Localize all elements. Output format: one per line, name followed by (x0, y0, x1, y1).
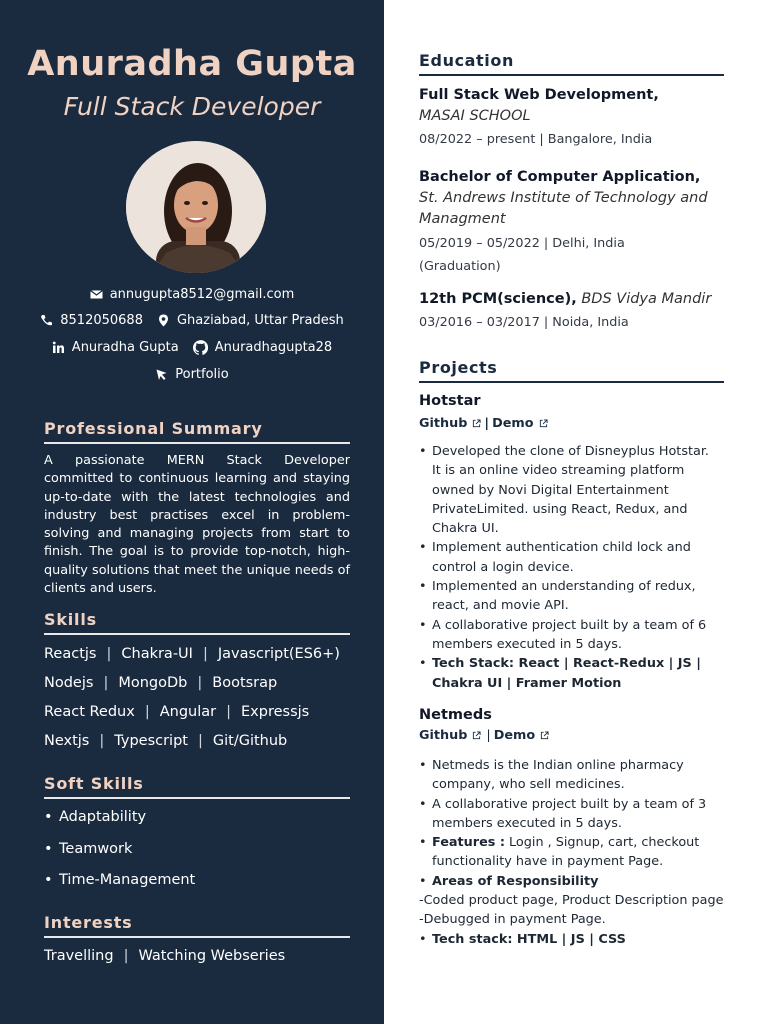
skills-row: React Redux | Angular | Expressjs (44, 704, 310, 720)
skill-item: Nextjs (44, 733, 90, 749)
soft-skill-item: • Adaptability (44, 809, 147, 825)
contact-row-phone-location (0, 313, 384, 328)
bullet-item: • Developed the clone of Disneyplus Hotstar. It is an online video streaming platform owned by Novi Digital Entertainment PrivateLimited. using React, Redux, and Chakra UI. (419, 442, 719, 538)
github-text: Anuradhagupta28 (214, 340, 333, 355)
demo-project-link[interactable]: Demo (492, 416, 547, 431)
bullet-item: • Netmeds is the Indian online pharmacy company, who sell medicines. (419, 756, 719, 795)
project-bullets (419, 756, 724, 949)
location-text: Ghaziabad, Uttar Pradesh (176, 313, 344, 328)
demo-project-link[interactable]: Demo (494, 728, 549, 743)
education-entry-note: (Graduation) (419, 259, 501, 274)
linkedin-icon (52, 341, 65, 354)
github-link[interactable] (193, 340, 333, 355)
soft-skill-item: • Time-Management (44, 872, 196, 888)
location-pin-icon (157, 314, 170, 327)
phone-text: 8512050688 (60, 313, 143, 328)
education-entry-title: Full Stack Web Development, MASAI SCHOOL (419, 87, 659, 124)
bullet-item: • Implement authentication child lock and control a login device. (419, 538, 719, 577)
project-links (419, 416, 548, 431)
link-separator: | (484, 416, 490, 431)
projects-heading: Projects (419, 358, 724, 383)
project-links (419, 728, 549, 743)
education-entry-meta: 03/2016 – 03/2017 | Noida, India (419, 315, 629, 330)
github-project-link[interactable]: Github (419, 728, 481, 743)
project-bullets (419, 442, 719, 693)
github-project-link[interactable]: Github (419, 416, 481, 431)
interest-item: Watching Webseries (138, 948, 286, 964)
skill-item: Reactjs (44, 646, 97, 662)
skill-item: Javascript(ES6+) (217, 646, 340, 662)
contact-row-portfolio (0, 367, 384, 382)
linkedin-link[interactable] (52, 340, 179, 355)
summary-heading: Professional Summary (44, 419, 350, 444)
education-heading: Education (419, 51, 724, 76)
skill-item: Typescript (114, 733, 188, 749)
responsibility-line: -Debugged in payment Page. (419, 912, 606, 928)
cursor-icon (155, 368, 168, 381)
external-link-icon (539, 419, 548, 428)
education-entry-meta: 05/2019 – 05/2022 | Delhi, India (419, 236, 625, 251)
portfolio-text: Portfolio (175, 367, 229, 382)
skills-row: Reactjs | Chakra-UI | Javascript(ES6+) (44, 646, 340, 662)
github-icon (193, 340, 208, 355)
skill-item: Angular (159, 704, 217, 720)
phone-icon (40, 314, 53, 327)
external-link-icon (540, 731, 549, 740)
linkedin-text: Anuradha Gupta (71, 340, 179, 355)
bullet-item: • A collaborative project built by a team of 3 members executed in 5 days. (419, 795, 719, 834)
bullet-item: • Areas of Responsibility (419, 872, 719, 891)
education-entry-meta: 08/2022 – present | Bangalore, India (419, 132, 653, 147)
summary-text: A passionate MERN Stack Developer committed to continuous learning and staying up-to-date with the latest technologies and industry best practises excel in problem-solving and managing projects from start to finish. The goal is to provide top-notch, high-quality solutions that meet the unique needs of clients and users. (44, 453, 350, 597)
interest-item: Travelling (44, 948, 114, 964)
bullet-item: • Tech stack: HTML | JS | CSS (419, 930, 719, 949)
bullet-item: • A collaborative project built by a team of 6 members executed in 5 days. (419, 616, 719, 655)
email-link[interactable] (90, 287, 295, 302)
skills-row: Nodejs | MongoDb | Bootsrap (44, 675, 278, 691)
external-link-icon (472, 419, 481, 428)
project-title: Netmeds (419, 707, 492, 723)
skill-item: MongoDb (118, 675, 188, 691)
skill-item: Git/Github (212, 733, 288, 749)
bullet-item: • Implemented an understanding of redux, react, and movie API. (419, 577, 719, 616)
phone-link[interactable] (40, 313, 143, 328)
external-link-icon (472, 731, 481, 740)
bullet-item: • Tech Stack: React | React-Redux | JS | Chakra UI | Framer Motion (419, 654, 719, 693)
interests-heading: Interests (44, 913, 350, 938)
skill-item: Chakra-UI (121, 646, 193, 662)
skill-item: Bootsrap (212, 675, 278, 691)
skills-row: Nextjs | Typescript | Git/Github (44, 733, 288, 749)
education-entry-title: Bachelor of Computer Application, St. Andrews Institute of Technology and Managment (419, 169, 708, 227)
skill-item: React Redux (44, 704, 135, 720)
bullet-item: • Features : Login , Signup, cart, checkout functionality have in payment Page. (419, 833, 719, 872)
avatar (126, 141, 266, 273)
contact-row-social (0, 340, 384, 355)
skill-item: Nodejs (44, 675, 94, 691)
profile-photo (126, 141, 266, 273)
responsibility-line: -Coded product page, Product Description page (419, 893, 724, 909)
profile-role: Full Stack Developer (63, 92, 321, 121)
contact-row-email (0, 287, 384, 302)
mail-icon (90, 288, 103, 301)
project-title: Hotstar (419, 393, 481, 409)
skills-heading: Skills (44, 610, 350, 635)
link-separator: | (486, 728, 491, 743)
education-entry-title: 12th PCM(science), BDS Vidya Mandir (419, 291, 712, 307)
location-item (157, 313, 344, 328)
email-text: annugupta8512@gmail.com (109, 287, 295, 302)
skill-item: Expressjs (241, 704, 310, 720)
profile-name: Anuradha Gupta (27, 44, 357, 84)
soft-skill-item: • Teamwork (44, 841, 133, 857)
interests-row: Travelling | Watching Webseries (44, 948, 286, 964)
soft-skills-heading: Soft Skills (44, 774, 350, 799)
portfolio-link[interactable] (155, 367, 228, 382)
